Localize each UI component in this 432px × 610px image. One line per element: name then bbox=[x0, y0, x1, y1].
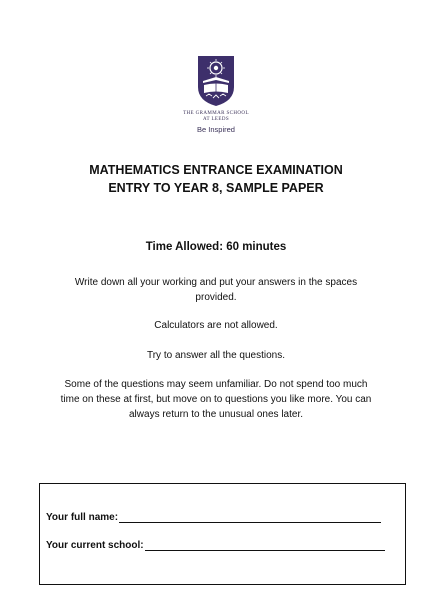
school-crest-icon bbox=[197, 55, 235, 107]
instruction-working-text: Write down all your working and put your answers in the spaces provided. bbox=[74, 277, 358, 303]
current-school-field[interactable] bbox=[46, 540, 385, 551]
instruction-working bbox=[0, 275, 432, 305]
school-motto: Be Inspired bbox=[197, 125, 235, 134]
current-school-input-line[interactable] bbox=[145, 540, 385, 551]
school-logo bbox=[0, 55, 432, 134]
exam-title bbox=[0, 161, 432, 197]
school-name bbox=[0, 111, 432, 123]
school-name-line2: AT LEEDS bbox=[202, 117, 230, 122]
exam-title-line1: MATHEMATICS ENTRANCE EXAMINATION bbox=[89, 163, 343, 177]
time-allowed: Time Allowed: 60 minutes bbox=[145, 241, 287, 253]
current-school-label: Your current school: bbox=[46, 540, 144, 551]
full-name-label: Your full name: bbox=[46, 512, 119, 523]
full-name-field[interactable] bbox=[46, 512, 381, 523]
full-name-input-line[interactable] bbox=[119, 512, 381, 523]
instruction-unfamiliar bbox=[0, 377, 432, 422]
candidate-details-box bbox=[39, 483, 406, 585]
exam-title-line2: ENTRY TO YEAR 8, SAMPLE PAPER bbox=[108, 181, 324, 195]
school-name-line1: THE GRAMMAR SCHOOL bbox=[183, 111, 249, 116]
instruction-calculators: Calculators are not allowed. bbox=[154, 320, 278, 331]
instruction-unfamiliar-text: Some of the questions may seem unfamiliar. Do not spend too much time on these at first, but move on to questions you like more. You can always return to the unusual ones later. bbox=[60, 379, 372, 420]
instruction-answer-all: Try to answer all the questions. bbox=[146, 350, 286, 361]
